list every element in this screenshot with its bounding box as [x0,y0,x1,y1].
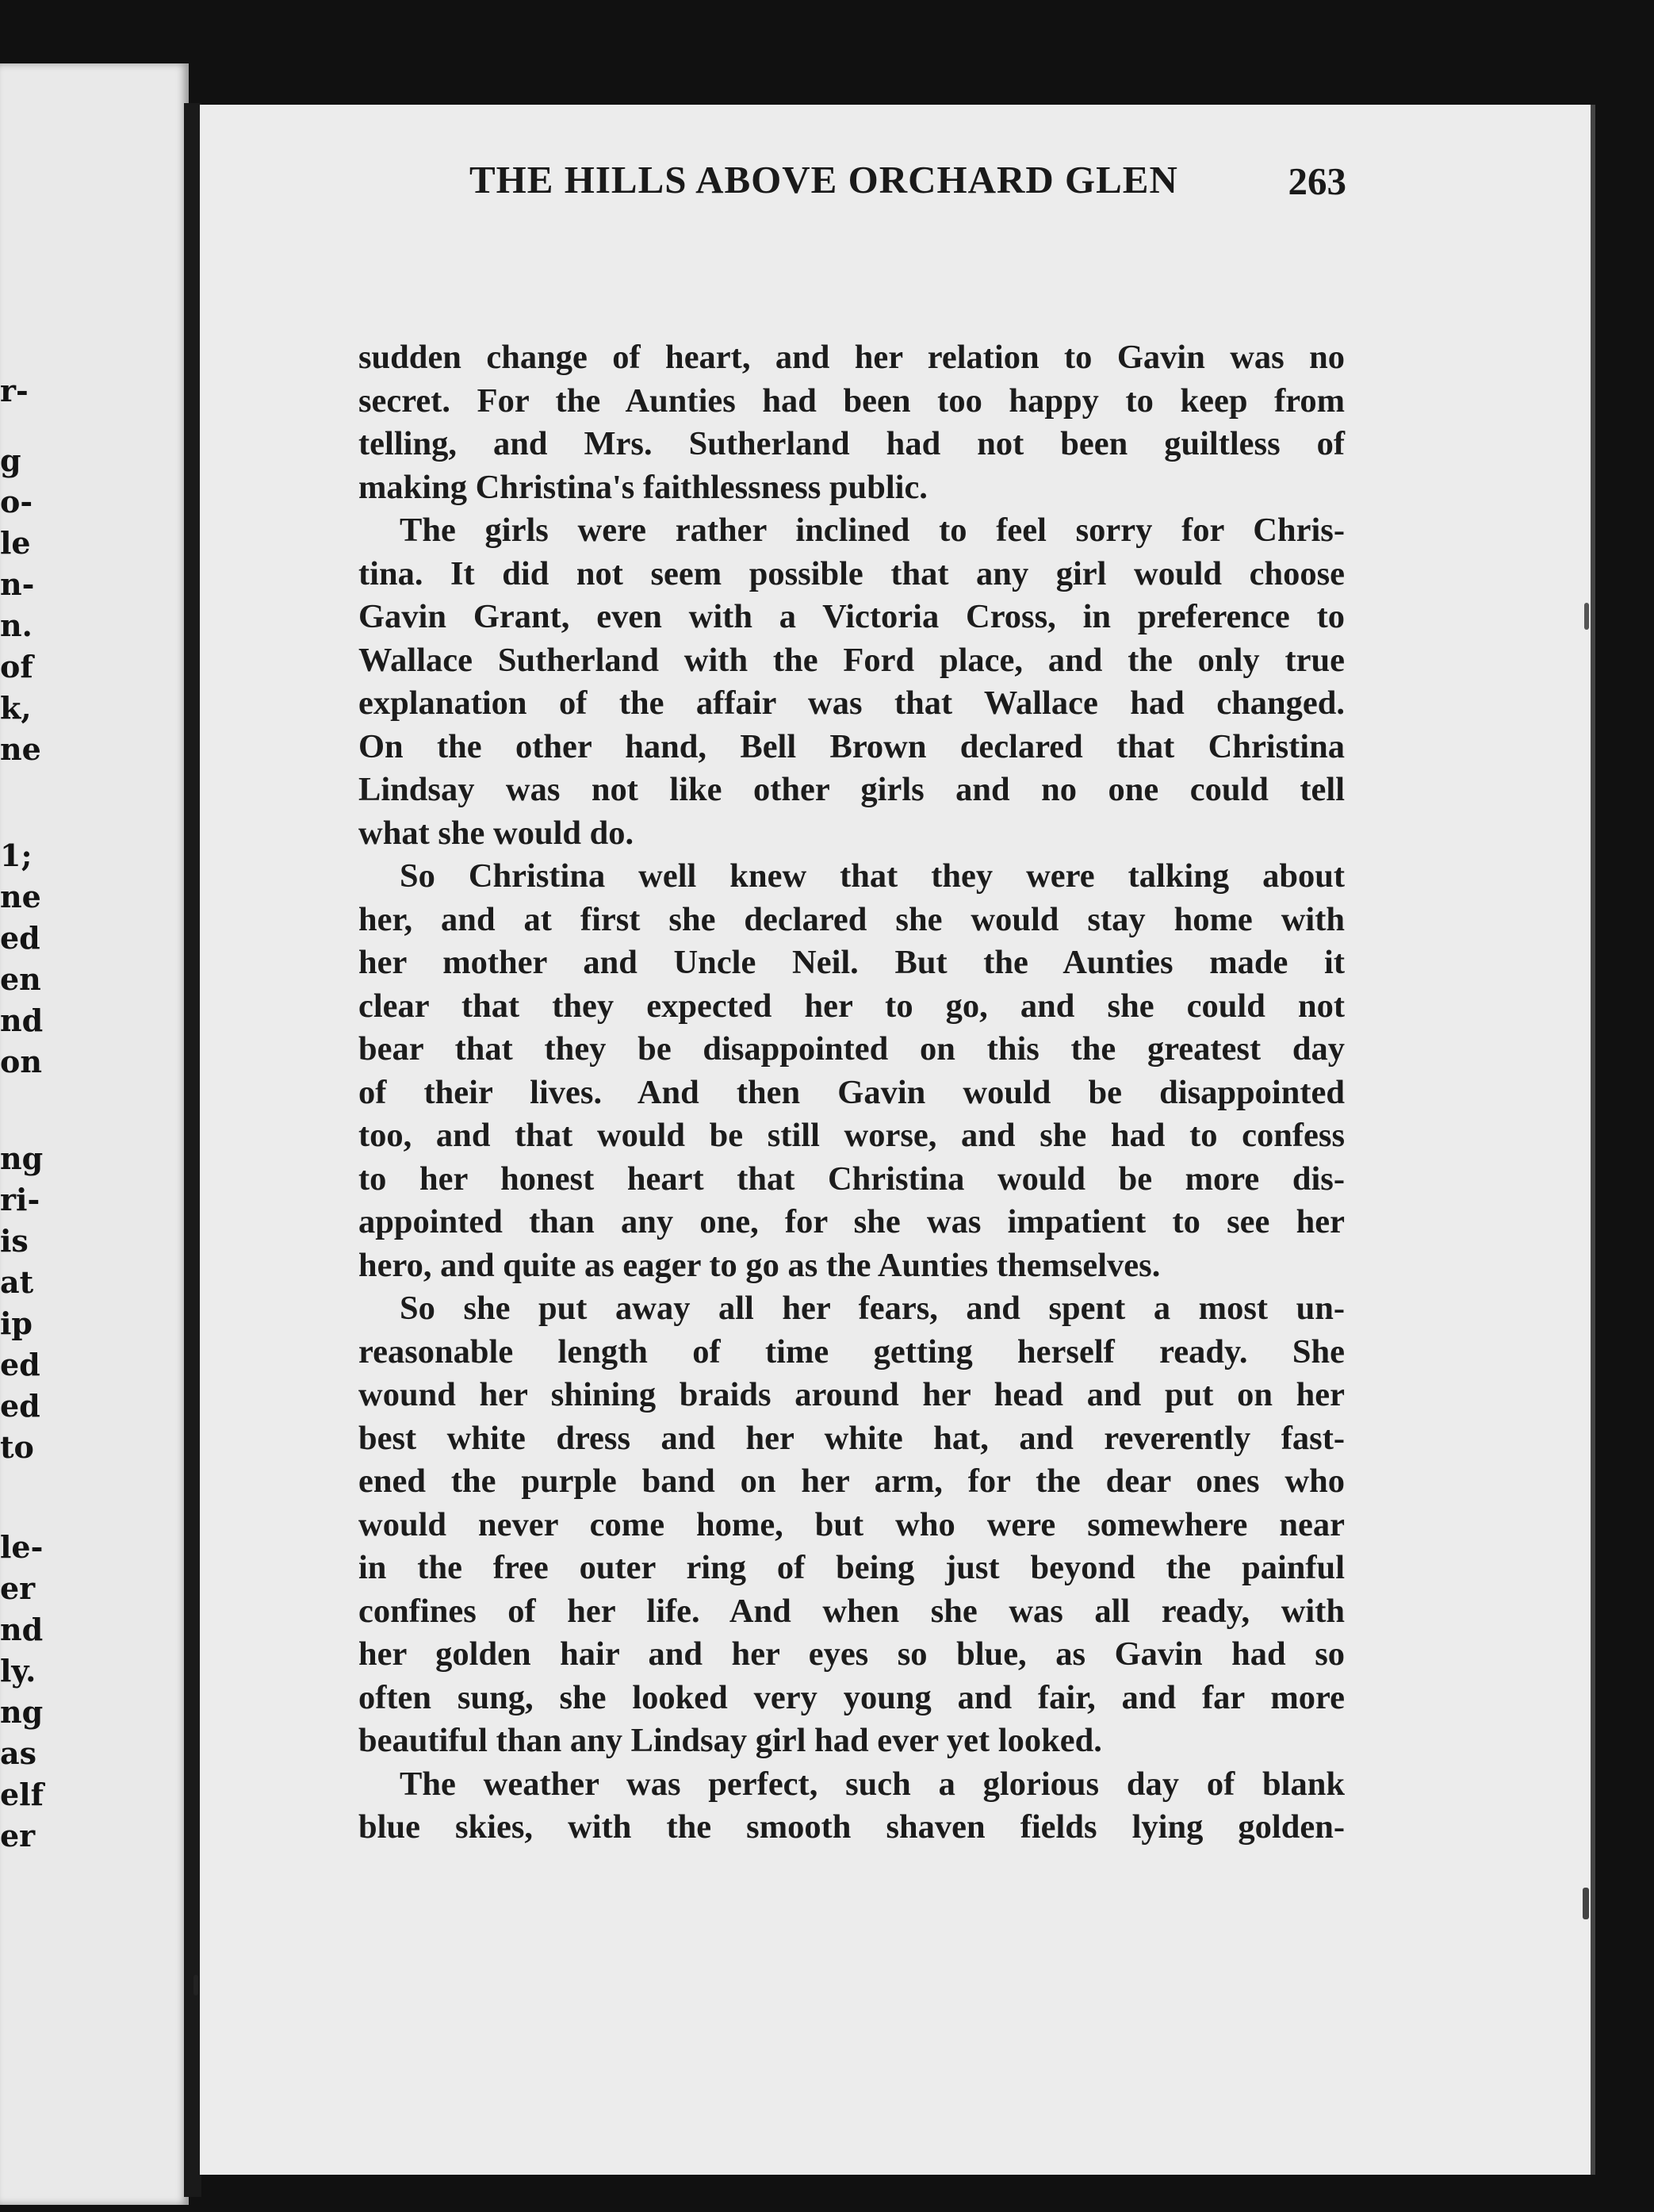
text-line: Wallace Sutherland with the Ford place, and the only true [358,641,1345,679]
previous-page-fragment: er [0,1570,36,1606]
text-line: reasonable length of time getting herself ready. She [358,1332,1345,1371]
running-title: THE HILLS ABOVE ORCHARD GLEN [469,158,1178,201]
text-line: appointed than any one, for she was impatient to see her [358,1203,1345,1240]
body-text [358,336,1345,1850]
text-line: On the other hand, Bell Brown declared that Christina [358,727,1345,765]
text-line: what she would do. [358,814,634,852]
previous-page-fragment: ip [0,1305,33,1341]
text-line: Gavin Grant, even with a Victoria Cross, in preference to [358,598,1345,635]
previous-page-fragment: le [0,525,31,561]
previous-page-fragment: is [0,1223,29,1259]
text-line: to her honest heart that Christina would be more dis- [358,1160,1345,1198]
text-line: of their lives. And then Gavin would be disappointed [358,1073,1345,1111]
text-line: So she put away all her fears, and spent a most un- [400,1290,1345,1327]
text-line: explanation of the affair was that Wallace had changed. [358,684,1345,722]
scan-speck [193,1975,198,1995]
text-line: in the free outer ring of being just beyond the painful [358,1549,1345,1586]
scan-speck [1583,1888,1589,1919]
text-line: The weather was perfect, such a glorious day of blank [400,1765,1345,1803]
text-line: best white dress and her white hat, and reverently fast- [358,1419,1345,1457]
previous-page-fragment: o- [0,484,33,519]
previous-page-fragment: ly. [0,1653,36,1689]
text-line: clear that they expected her to go, and she could not [358,987,1345,1025]
previous-page-fragment: ne [0,879,41,914]
text-line: hero, and quite as eager to go as the Aunties themselves. [358,1246,1161,1284]
text-line: blue skies, with the smooth shaven fields lying golden- [358,1808,1345,1846]
previous-page-fragment: n. [0,608,33,643]
previous-page-fragment: elf [0,1777,44,1812]
previous-page-fragment: on [0,1044,42,1079]
book-gutter-shadow [184,103,201,2197]
text-line: her mother and Uncle Neil. But the Aunties made it [358,944,1345,981]
previous-page-fragment: ed [0,920,40,956]
previous-page-fragment: ed [0,1347,40,1382]
text-line: often sung, she looked very young and fair, and far more [358,1678,1345,1716]
text-line: secret. For the Aunties had been too happy to keep from [358,381,1345,420]
text-line: The girls were rather inclined to feel sorry for Chris- [400,512,1345,549]
previous-page-fragment: of [0,649,33,684]
previous-page-fragment: ng [0,1694,44,1730]
previous-page-fragment: n- [0,566,35,602]
previous-page-fragment: nd [0,1612,44,1647]
previous-page-edge [0,63,189,2205]
previous-page-fragment: as [0,1735,37,1771]
previous-page-fragment: at [0,1264,34,1300]
previous-page-fragment: to [0,1429,34,1465]
text-line: would never come home, but who were somewhere near [358,1505,1345,1543]
text-line: bear that they be disappointed on this the greatest day [358,1030,1345,1068]
previous-page-fragment: ed [0,1388,40,1424]
text-line: beautiful than any Lindsay girl had ever yet looked. [358,1722,1102,1759]
previous-page-fragment: ri- [0,1182,40,1217]
page-header [271,157,1346,217]
text-line: tina. It did not seem possible that any girl would choose [358,554,1345,592]
text-line: So Christina well knew that they were talking about [400,857,1345,895]
text-line: too, and that would be still worse, and she had to confess [358,1117,1345,1154]
previous-page-fragment: k, [0,690,32,726]
text-line: making Christina's faithlessness public. [358,468,928,506]
previous-page-fragment: ng [0,1141,44,1176]
text-line: ened the purple band on her arm, for the dear ones who [358,1463,1345,1500]
page-number: 263 [1288,159,1346,203]
text-line: her, and at first she declared she would stay home with [358,900,1345,938]
scan-speck [1584,603,1589,630]
previous-page-fragment: g [0,443,21,478]
text-line: sudden change of heart, and her relation to Gavin was no [358,339,1345,376]
previous-page-fragment: nd [0,1002,44,1038]
text-line: her golden hair and her eyes so blue, as Gavin had so [358,1635,1345,1673]
previous-page-fragment: le- [0,1529,44,1565]
previous-page-fragment: en [0,961,41,997]
text-line: confines of her life. And when she was all ready, with [358,1592,1345,1630]
text-line: Lindsay was not like other girls and no one could tell [358,771,1345,808]
previous-page-fragment: ne [0,731,41,767]
previous-page-fragment: 1; [0,838,33,873]
previous-page-fragment: er [0,1818,36,1854]
text-line: wound her shining braids around her head and put on her [358,1376,1345,1413]
previous-page-fragment: r- [0,373,29,408]
text-line: telling, and Mrs. Sutherland had not been guiltless of [358,425,1345,462]
